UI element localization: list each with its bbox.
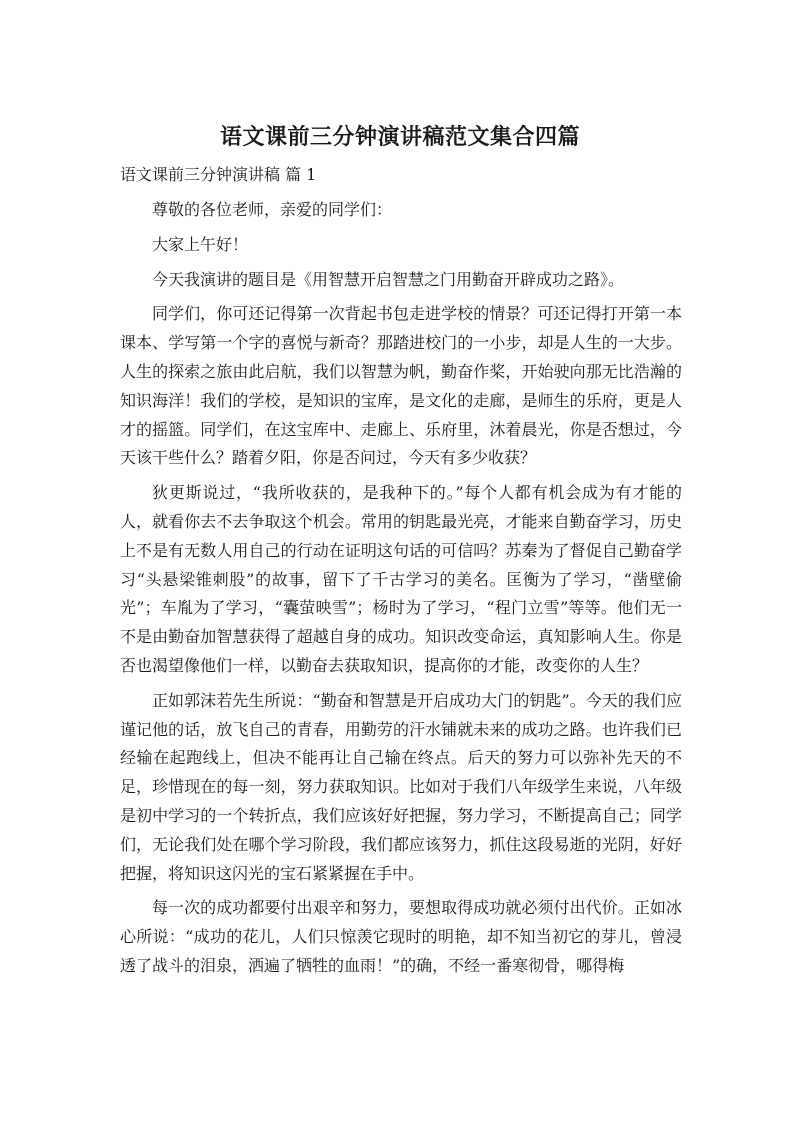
paragraph: 狄更斯说过，“我所收获的，是我种下的。”每个人都有机会成为有才能的人，就看你去不去争取这个机会。常用的钥匙最光亮，才能来自勤奋学习，历史上不是有无数人用自己的行动在证明这句话的可信吗？苏秦为了督促自己勤奋学习“头悬梁锥刺股”的故事，留下了千古学习的美名。匡衡为了学习，“凿壁偷光”；车胤为了学习，“囊萤映雪”；杨时为了学习，“程门立雪”等等。他们无一不是由勤奋加智慧获得了超越自身的成功。知识改变命运，真知影响人生。你是否也渴望像他们一样，以勤奋去获取知识，提高你的才能，改变你的人生？ (120, 483, 682, 675)
paragraph: 今天我演讲的题目是《用智慧开启智慧之门用勤奋开辟成功之路》。 (152, 269, 625, 289)
paragraph: 同学们，你可还记得第一次背起书包走进学校的情景？可还记得打开第一本课本、学写第一个字的喜悦与新奇？那踏进校门的一小步，却是人生的一大步。人生的探索之旅由此启航，我们以智慧为帆，勤奋作桨，开始驶向那无比浩瀚的知识海洋！我们的学校，是知识的宝库，是文化的走廊，是师生的乐府，更是人才的摇篮。同学们，在这宝库中、走廊上、乐府里，沐着晨光，你是否想过，今天该干些什么？踏着夕阳，你是否问过，今天有多少收获？ (120, 304, 682, 468)
paragraph: 正如郭沫若先生所说：“勤奋和智慧是开启成功大门的钥匙”。今天的我们应谨记他的话，放飞自己的青春，用勤劳的汗水铺就未来的成功之路。也许我们已经输在起跑线上，但决不能再让自己输在终点。后天的努力可以弥补先天的不足，珍惜现在的每一刻，努力获取知识。比如对于我们八年级学生来说，八年级是初中学习的一个转折点，我们应该好好把握，努力学习，不断提高自己；同学们，无论我们处在哪个学习阶段，我们都应该努力，抓住这段易逝的光阴，好好把握，将知识这闪光的宝石紧紧握在手中。 (120, 690, 682, 883)
document-body (120, 196, 682, 987)
section-heading: 语文课前三分钟演讲稿 篇 1 (120, 165, 317, 184)
paragraph: 大家上午好！ (152, 234, 249, 254)
paragraph: 每一次的成功都要付出艰辛和努力，要想取得成功就必须付出代价。正如冰心所说：“成功的花儿，人们只惊羡它现时的明艳，却不知当初它的芽儿，曾浸透了战斗的泪泉，洒遍了牺牲的血雨！”的确，不经一番寒彻骨，哪得梅 (120, 898, 682, 975)
paragraph: 尊敬的各位老师，亲爱的同学们： (152, 200, 393, 219)
document-title: 语文课前三分钟演讲稿范文集合四篇 (219, 125, 580, 150)
